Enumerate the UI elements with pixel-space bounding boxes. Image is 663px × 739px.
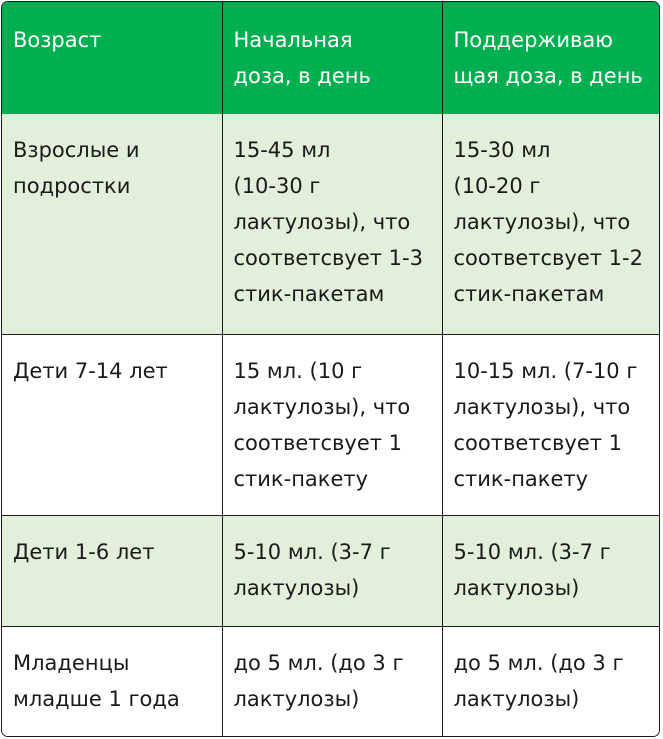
table-row-children-1-6 bbox=[2, 515, 659, 626]
cell-initial-dose: 15 мл. (10 г лактулозы), что соответсвует 1 стик-пакету bbox=[222, 334, 442, 515]
cell-age: Дети 7-14 лет bbox=[2, 334, 222, 515]
header-row bbox=[2, 2, 659, 114]
cell-maintenance-dose: 10-15 мл. (7-10 г лактулозы), что соответсвует 1 стик-пакету bbox=[442, 334, 659, 515]
table-row-children-7-14 bbox=[2, 334, 659, 515]
cell-maintenance-dose: 15-30 мл (10-20 г лактулозы), что соответсвует 1-2 стик-пакетам bbox=[442, 114, 659, 334]
header-initial-dose: Начальная доза, в день bbox=[222, 2, 442, 114]
cell-age: Дети 1-6 лет bbox=[2, 515, 222, 626]
dosage-table bbox=[2, 2, 659, 736]
table-row-infants bbox=[2, 626, 659, 736]
cell-age: Взрослые и подростки bbox=[2, 114, 222, 334]
table-row-adults bbox=[2, 114, 659, 334]
cell-age: Младенцы младше 1 года bbox=[2, 626, 222, 736]
cell-maintenance-dose: до 5 мл. (до 3 г лактулозы) bbox=[442, 626, 659, 736]
cell-initial-dose: 15-45 мл (10-30 г лактулозы), что соответсвует 1-3 стик-пакетам bbox=[222, 114, 442, 334]
cell-maintenance-dose: 5-10 мл. (3-7 г лактулозы) bbox=[442, 515, 659, 626]
header-maintenance-dose: Поддерживаю щая доза, в день bbox=[442, 2, 659, 114]
header-age: Возраст bbox=[2, 2, 222, 114]
cell-initial-dose: до 5 мл. (до 3 г лактулозы) bbox=[222, 626, 442, 736]
cell-initial-dose: 5-10 мл. (3-7 г лактулозы) bbox=[222, 515, 442, 626]
dosage-table-frame bbox=[1, 1, 660, 737]
